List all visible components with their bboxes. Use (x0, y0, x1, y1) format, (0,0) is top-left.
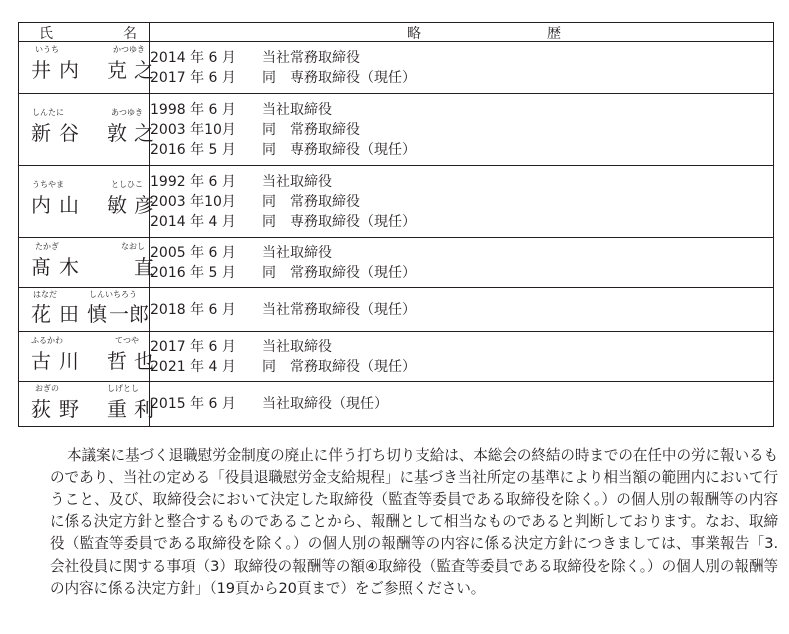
career-cell (150, 332, 774, 382)
career-line: 2017 年 6 月 当社取締役 (150, 338, 332, 355)
director-name-cell (19, 166, 154, 238)
name-char: 直 (134, 255, 154, 279)
career-line: 2003 年10月 同 常務取締役 (150, 193, 360, 210)
table-row (19, 238, 774, 288)
table-header-row (19, 23, 774, 42)
name-char: 敏 (107, 193, 127, 217)
header-name-char-2: 名 (123, 26, 137, 42)
table-row (19, 42, 774, 94)
furigana-family: しんたに (32, 108, 64, 117)
name-char: 彦 (134, 193, 154, 217)
career-line: 2018 年 6 月 当社常務取締役（現任） (150, 301, 416, 318)
table-row (19, 94, 774, 166)
table-row (19, 332, 774, 382)
career-line: 2014 年 4 月 同 専務取締役（現任） (150, 213, 416, 230)
header-history-char-1: 略 (407, 26, 421, 42)
career-line: 1998 年 6 月 当社取締役 (150, 101, 332, 118)
career-line: 2021 年 4 月 同 常務取締役（現任） (150, 358, 416, 375)
career-line: 2016 年 5 月 同 専務取締役（現任） (150, 141, 416, 158)
name-char: 利 (134, 397, 154, 421)
furigana-family: たかぎ (35, 242, 59, 251)
furigana-family: うちやま (32, 180, 64, 189)
name-char: 之 (134, 58, 154, 82)
furigana-given: しげとし (107, 384, 139, 393)
name-char: 郎 (129, 302, 149, 326)
header-name-char-1: 氏 (39, 26, 53, 42)
name-char: 荻 (31, 397, 51, 421)
career-line: 2015 年 6 月 当社取締役（現任） (150, 396, 388, 412)
name-char: 井 (31, 58, 51, 82)
name-char: 内 (59, 58, 79, 82)
header-history (150, 23, 774, 42)
header-history-char-2: 歴 (547, 26, 561, 42)
name-char: 克 (107, 58, 127, 82)
table-row (19, 382, 774, 427)
career-cell (150, 238, 774, 288)
career-cell (150, 42, 774, 94)
furigana-family: はなだ (33, 290, 57, 299)
director-name-cell (19, 238, 154, 288)
name-char: 川 (59, 349, 79, 373)
furigana-family: おぎの (35, 384, 59, 393)
furigana-given: あつゆき (111, 108, 143, 117)
furigana-given: としひこ (111, 180, 143, 189)
name-char: 木 (59, 255, 79, 279)
furigana-given: しんいちろう (89, 290, 137, 299)
career-cell (150, 166, 774, 238)
furigana-family: ふるかわ (31, 336, 63, 345)
name-char: 内 (31, 193, 51, 217)
name-char: 髙 (31, 255, 51, 279)
table-row (19, 288, 774, 332)
furigana-given: かつゆき (113, 45, 145, 54)
furigana-given: なおし (121, 242, 145, 251)
career-cell (150, 382, 774, 427)
name-char: 之 (134, 121, 154, 145)
name-char: 谷 (59, 121, 79, 145)
name-char: 重 (107, 397, 127, 421)
career-line: 2014 年 6 月 当社常務取締役 (150, 49, 360, 66)
career-line: 2016 年 5 月 同 常務取締役（現任） (150, 264, 416, 281)
name-char: 慎 (87, 302, 107, 326)
furigana-family: いうち (35, 45, 59, 54)
name-char: 新 (31, 121, 51, 145)
name-char: 哲 (107, 349, 127, 373)
director-name-cell (19, 332, 154, 382)
director-career-table (18, 22, 774, 427)
name-char: 一 (109, 302, 129, 326)
director-name-cell (19, 382, 154, 427)
header-name (19, 23, 150, 42)
career-cell (150, 94, 774, 166)
director-name-cell (19, 42, 154, 94)
name-char: 山 (59, 193, 79, 217)
career-line: 2003 年10月 同 常務取締役 (150, 121, 360, 138)
director-name-cell (19, 288, 150, 332)
career-line: 2005 年 6 月 当社取締役 (150, 244, 332, 261)
name-char: 野 (59, 397, 79, 421)
career-cell (150, 288, 774, 332)
furigana-given: てつや (115, 336, 139, 345)
career-line: 2017 年 6 月 同 専務取締役（現任） (150, 69, 416, 86)
name-char: 敦 (107, 121, 127, 145)
explanatory-paragraph: 本議案に基づく退職慰労金制度の廃止に伴う打ち切り支給は、本総会の終結の時までの在任中の労に報いるものであり、当社の定める「役員退職慰労金支給規程」に基づき当社所定の基準により相当額の範囲内において行うこと、及び、取締役会において決定した取締役（監査等委員である取締役を除く。）の個人別の報酬等の内容に係る決定方針と整合するものであることから、報酬として相当なものであると判断しております。なお、取締役（監査等委員である取締役を除く。）の個人別の報酬等の内容に係る決定方針につきましては、事業報告「3.会社役員に関する事項（3）取締役の報酬等の額④取締役（監査等委員である取締役を除く。）の個人別の報酬等の内容に係る決定方針」（19頁から20頁まで）をご参照ください。 (50, 446, 778, 597)
name-char: 田 (59, 302, 79, 326)
name-char: 古 (31, 349, 51, 373)
director-name-cell (19, 94, 154, 166)
table-row (19, 166, 774, 238)
name-char: 也 (134, 349, 154, 373)
name-char: 花 (31, 302, 51, 326)
career-line: 1992 年 6 月 当社取締役 (150, 173, 332, 190)
